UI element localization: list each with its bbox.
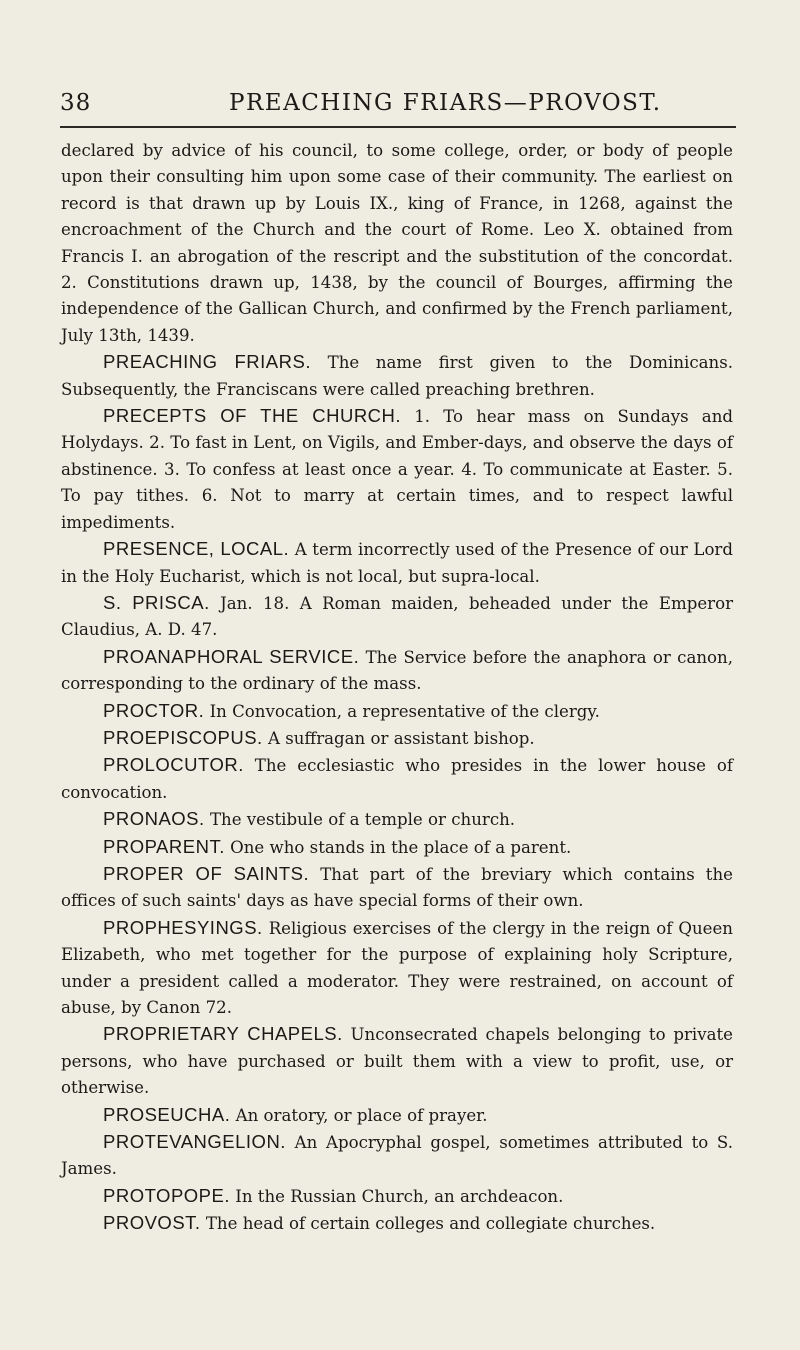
definition: In the Russian Church, an archdeacon. [235,1186,564,1206]
definition: Religious exercises of the clergy in the reign of Queen Elizabeth, who met together for the purpose of explaining holy Scripture, under a president called a moderator. They were restrained, on account of abuse, by Canon 72. [61,918,733,1017]
headword: PRESENCE, LOCAL. [103,538,290,560]
definition: In Convocation, a representative of the clergy. [209,701,600,721]
entry-proprietary-chapels [61,1021,733,1101]
headword: PRECEPTS OF THE CHURCH. [103,405,402,427]
definition: One who stands in the place of a parent. [230,837,572,857]
dictionary-body [61,138,733,1238]
headword: PRONAOS. [103,808,205,830]
entry-provost [61,1210,733,1237]
headword: S. PRISCA. [103,591,210,613]
entry-proper-of-saints [61,861,733,915]
entry-s-prisca [61,590,733,644]
entry-pronaos [61,806,733,833]
headword: PREACHING FRIARS. [103,351,311,373]
headword: PROCTOR. [103,699,205,721]
entry-proseucha [61,1102,733,1129]
definition: The vestibule of a temple or church. [209,810,516,830]
headword: PROANAPHORAL SERVICE. [103,645,360,667]
entry-presence-local [61,536,733,590]
definition: The head of certain colleges and collegiate churches. [205,1214,656,1234]
page-number: 38 [60,90,92,116]
definition: A term incorrectly used of the Presence of our Lord in the Holy Eucharist, which is not local, but supra-local. [61,540,733,586]
headword: PROPRIETARY CHAPELS. [103,1023,343,1045]
headword: PROPER OF SAINTS. [103,862,310,884]
headword: PROPARENT. [103,835,225,857]
entry-prolocutor [61,752,733,806]
headword: PROVOST. [103,1212,201,1234]
definition: The name first given to the Dominicans. Subsequently, the Franciscans were called preaching brethren. [61,353,733,399]
definition: The ecclesiastic who presides in the lower house of convocation. [61,756,733,802]
entry-proctor [61,698,733,725]
headword: PROEPISCOPUS. [103,726,263,748]
entry-proparent [61,834,733,861]
definition: An oratory, or place of prayer. [235,1105,488,1125]
definition: The Service before the anaphora or canon, corresponding to the ordinary of the mass. [61,647,733,694]
headword: PROTOPOPE. [103,1184,230,1206]
entry-precepts-of-the-church [61,403,733,536]
continuation-paragraph: declared by advice of his council, to some college, order, or body of people upon their consulting him upon some case of their community. The earliest on record is that drawn up by Louis IX., king of France, in 1268, against the encroachment of the Church and the court of Rome. Leo X. obtained from Francis I. an abrogation of the rescript and the substitution of the concordat. 2. Constitutions drawn up, 1438, by the council of Bourges, affirming the independence of the Gallican Church, and confirmed by the French parliament, July 13th, 1439. [61,141,733,345]
entry-protevangelion [61,1129,733,1183]
headword: PROSEUCHA. [103,1103,231,1125]
header-rule [60,126,736,128]
definition: Unconsecrated chapels belonging to private persons, who have purchased or built them with a view to profit, use, or otherwise. [61,1025,733,1098]
entry-preaching-friars [61,349,733,403]
definition: That part of the breviary which contains the offices of such saints' days as have special forms of their own. [61,864,733,911]
headword: PROTEVANGELION. [103,1131,286,1153]
entry-proanaphoral-service [61,644,733,698]
definition: 1. To hear mass on Sundays and Holydays. 2. To fast in Lent, on Vigils, and Ember-days, and observe the days of abstinence. 3. To confess at least once a year. 4. To communicate at Easter. 5. To pay tithes. 6. Not to marry at certain times, and to respect lawful impediments. [61,407,734,532]
entry-proepiscopus [61,725,733,752]
headword: PROPHESYINGS. [103,916,263,938]
running-head: PREACHING FRIARS—PROVOST. [229,90,662,116]
page-header [60,86,750,126]
definition: A suffragan or assistant bishop. [267,728,535,748]
entry-protopope [61,1183,733,1210]
entry-prophesyings [61,915,733,1022]
definition: An Apocryphal gospel, sometimes attributed to S. James. [61,1133,733,1179]
headword: PROLOCUTOR. [103,754,244,776]
definition: Jan. 18. A Roman maiden, beheaded under the Emperor Claudius, A. D. 47. [61,593,734,640]
